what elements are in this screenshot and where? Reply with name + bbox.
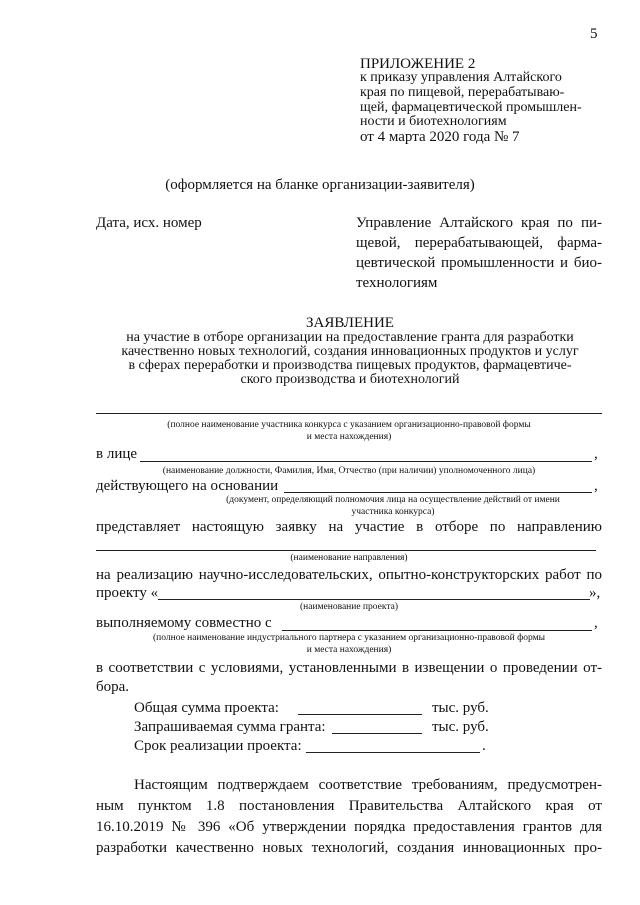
- addressee-line: щевой, перерабатывающей, фарма-: [356, 235, 602, 251]
- statement-line: ского производства и биотехнологий: [240, 372, 460, 387]
- accordance-text: бора.: [96, 679, 130, 695]
- grant-sum-label: Запрашиваемая сумма гранта:: [134, 719, 326, 735]
- addressee-line: цевтической промышленности и био-: [356, 255, 602, 271]
- appendix-line: ности и биотехнологиям: [360, 114, 507, 129]
- hint-participant: (полное наименование участника конкурса с указанием организационно-правовой формы: [167, 420, 531, 430]
- project-close: »,: [589, 585, 601, 601]
- comma: ,: [594, 478, 598, 494]
- acting-basis-label: действующего на основании: [96, 478, 279, 494]
- hint-direction: (наименование направления): [290, 553, 408, 563]
- statement-title: ЗАЯВЛЕНИЕ: [306, 315, 394, 331]
- jointly-label: выполняемому совместно с: [96, 615, 272, 631]
- confirmation-line: ным пунктом 1.8 постановления Правительства Алтайского края от: [96, 798, 602, 814]
- currency-label: тыс. руб.: [432, 700, 489, 716]
- hint-partner: (полное наименование индустриального партнера с указанием организационно-правовой формы: [153, 633, 545, 643]
- comma: ,: [594, 615, 598, 631]
- hint-person: (наименование должности, Фамилия, Имя, Отчество (при наличии) уполномоченного лица): [162, 466, 536, 476]
- hint-document: (документ, определяющий полномочия лица на осуществление действий от имени: [226, 495, 560, 505]
- statement-line: качественно новых технологий, создания инновационных продуктов и услуг: [121, 344, 579, 359]
- appendix-line: края по пищевой, перерабатываю-: [360, 85, 565, 100]
- hint-document: участника конкурса): [351, 507, 435, 517]
- date-reference: Дата, исх. номер: [96, 215, 202, 231]
- addressee-line: Управление Алтайского края по пи-: [356, 215, 602, 231]
- statement-line: в сферах переработки и производства пищевых продуктов, фармацевтиче-: [128, 358, 572, 373]
- page-number: 5: [590, 26, 598, 42]
- grant-sum-field[interactable]: [332, 733, 422, 734]
- total-sum-field[interactable]: [298, 714, 422, 715]
- direction-field[interactable]: [96, 550, 596, 551]
- hint-project: (наименование проекта): [299, 602, 398, 612]
- currency-label: тыс. руб.: [432, 719, 489, 735]
- presents-text: представляет настоящую заявку на участие в отборе по направлению: [96, 519, 602, 535]
- confirmation-line: 16.10.2019 № 396 «Об утверждении порядка предоставления грантов для: [96, 819, 602, 835]
- appendix-title: ПРИЛОЖЕНИЕ 2: [360, 56, 476, 72]
- letterhead-note: (оформляется на бланке организации-заявителя): [165, 177, 475, 193]
- appendix-line: к приказу управления Алтайского: [360, 70, 562, 85]
- implementation-text: на реализацию научно-исследовательских, опытно-конструкторских работ по: [96, 567, 602, 583]
- addressee-line: технологиям: [356, 275, 438, 291]
- partner-field[interactable]: [282, 630, 592, 631]
- statement-line: на участие в отборе организации на предоставление гранта для разработки: [126, 330, 574, 345]
- basis-document-field[interactable]: [284, 492, 592, 493]
- person-field[interactable]: [140, 461, 592, 462]
- appendix-line: щей, фармацевтической промышлен-: [360, 100, 582, 115]
- comma: ,: [594, 446, 598, 462]
- total-sum-label: Общая сумма проекта:: [134, 700, 279, 716]
- term-field[interactable]: [306, 752, 480, 753]
- project-open: проекту «: [96, 585, 159, 601]
- hint-participant: и места нахождения): [306, 432, 392, 442]
- accordance-text: в соответствии с условиями, установленными в извещении о проведении от-: [96, 660, 602, 676]
- appendix-date: от 4 марта 2020 года № 7: [360, 129, 520, 145]
- hint-partner: и места нахождения): [306, 645, 392, 655]
- in-person-label: в лице: [96, 446, 138, 462]
- period: .: [482, 738, 486, 754]
- project-name-field[interactable]: [158, 599, 590, 600]
- term-label: Срок реализации проекта:: [134, 738, 302, 754]
- confirmation-line: Настоящим подтверждаем соответствие требованиям, предусмотрен-: [134, 777, 602, 793]
- participant-name-field[interactable]: [96, 413, 602, 414]
- confirmation-line: разработки качественно новых технологий, создания инновационных про-: [96, 840, 602, 856]
